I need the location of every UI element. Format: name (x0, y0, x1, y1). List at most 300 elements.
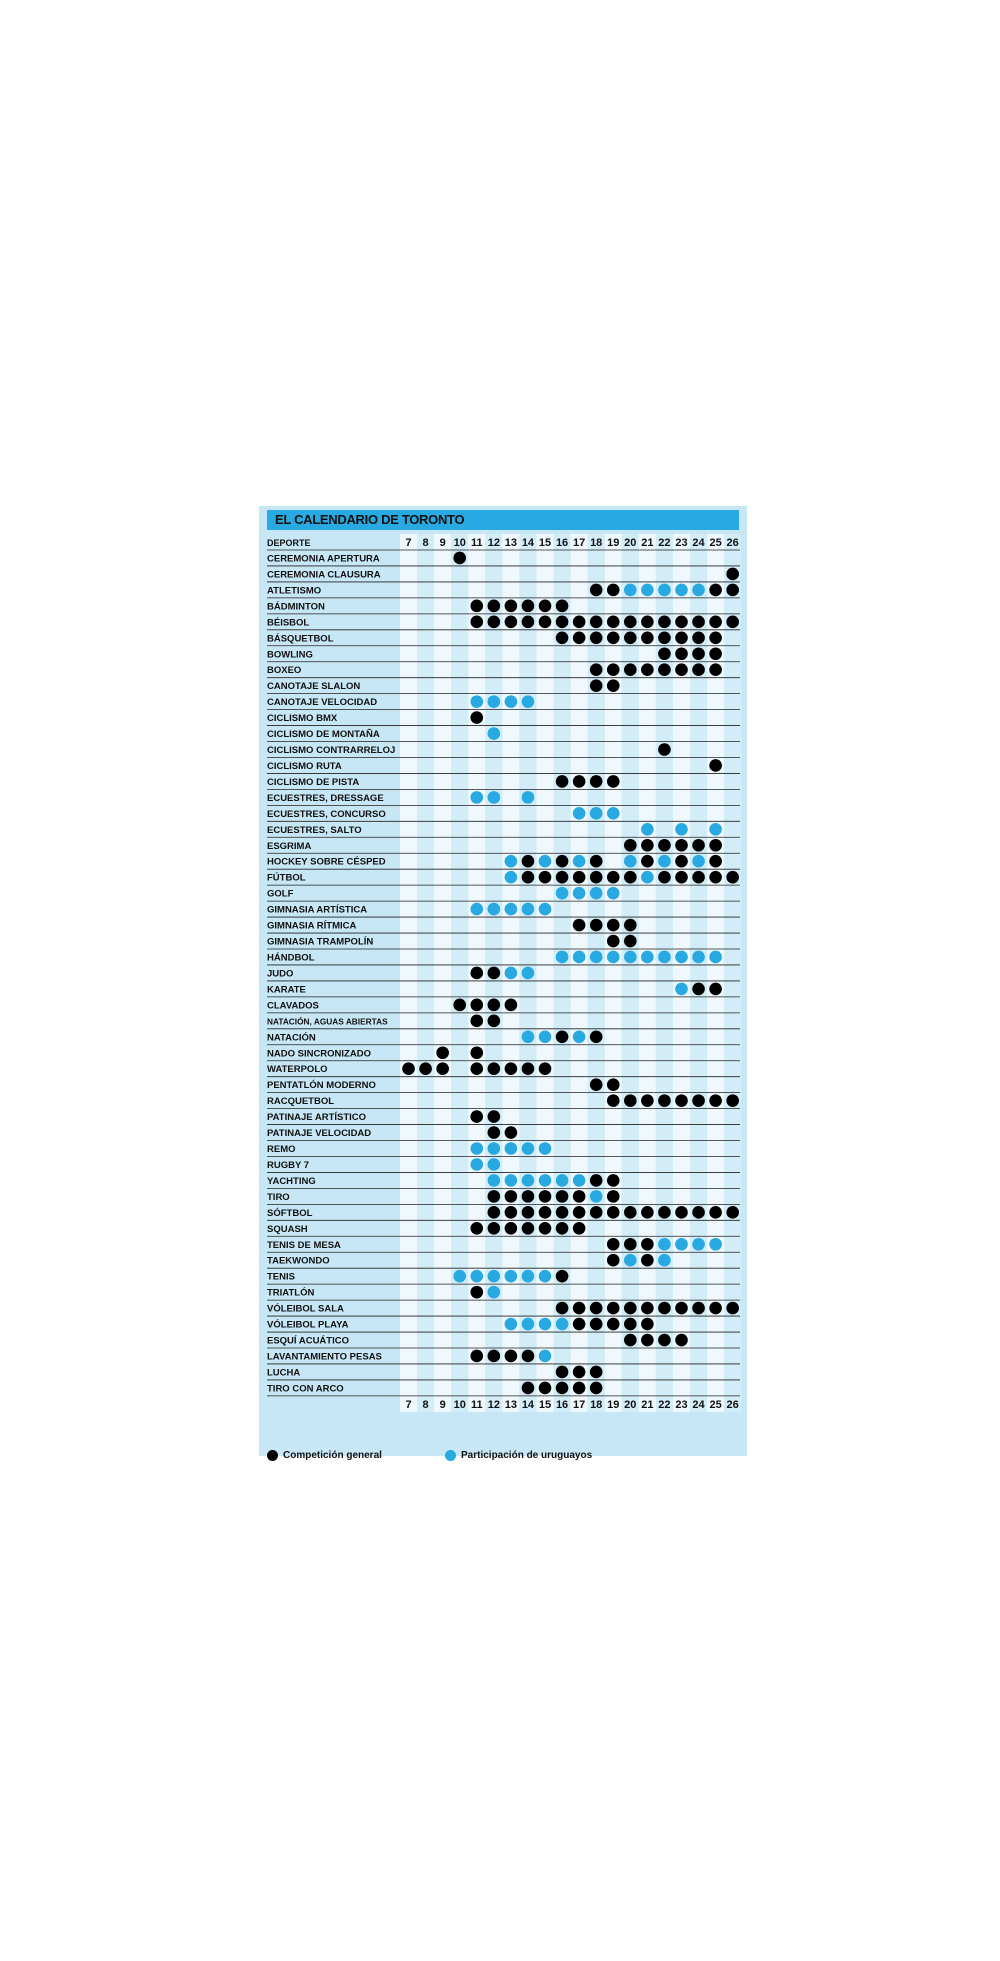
sport-label: RUGBY 7 (267, 1159, 310, 1171)
uruguay-dot (539, 1270, 552, 1283)
legend-general-label: Competición general (283, 1449, 382, 1461)
general-dot (675, 839, 688, 852)
general-dot (505, 616, 518, 629)
general-dot (505, 1350, 518, 1363)
uruguay-dot (658, 855, 671, 868)
general-dot (624, 1094, 637, 1107)
general-dot (573, 1302, 586, 1315)
general-dot (590, 584, 603, 597)
general-dot (539, 1062, 552, 1075)
general-dot (573, 1222, 586, 1235)
uruguay-dot (470, 1142, 483, 1155)
uruguay-dot (539, 855, 552, 868)
general-dot (590, 855, 603, 868)
general-dot (453, 999, 466, 1012)
day-header-18: 18 (590, 537, 603, 549)
uruguay-dot (590, 1190, 603, 1203)
general-dot (658, 1302, 671, 1315)
uruguay-dot (641, 871, 654, 884)
uruguay-dot (573, 1174, 586, 1187)
uruguay-dot (556, 1174, 569, 1187)
general-dot (522, 1350, 535, 1363)
general-dot (590, 679, 603, 692)
general-dot (709, 839, 722, 852)
general-dot (573, 1190, 586, 1203)
general-dot (607, 775, 620, 788)
sport-label: GIMNASIA ARTÍSTICA (267, 904, 368, 916)
general-dot (709, 647, 722, 660)
uruguay-dot (709, 823, 722, 836)
sport-label: ATLETISMO (267, 585, 322, 597)
general-dot (692, 1206, 705, 1219)
general-dot (658, 743, 671, 756)
sport-label: CANOTAJE VELOCIDAD (267, 697, 378, 709)
day-footer-24: 24 (692, 1398, 705, 1411)
uruguay-dot (539, 1142, 552, 1155)
uruguay-dot (658, 1254, 671, 1267)
uruguay-dot (573, 951, 586, 964)
sport-label: CICLISMO DE MONTAÑA (267, 729, 380, 741)
general-dot (624, 1318, 637, 1331)
uruguay-dot (522, 1174, 535, 1187)
general-dot (539, 1206, 552, 1219)
general-dot (607, 1238, 620, 1251)
sport-label: PATINAJE ARTÍSTICO (267, 1112, 367, 1124)
day-footer-7: 7 (405, 1398, 412, 1411)
general-dot (607, 935, 620, 948)
general-dot (556, 1190, 569, 1203)
day-header-20: 20 (624, 537, 637, 549)
general-dot (658, 647, 671, 660)
general-dot (505, 1062, 518, 1075)
general-dot (641, 839, 654, 852)
general-dot (522, 871, 535, 884)
general-dot (624, 616, 637, 629)
day-footer-9: 9 (439, 1398, 446, 1411)
uruguay-dot (624, 584, 637, 597)
day-column-17 (571, 534, 588, 1412)
general-dot (607, 919, 620, 932)
general-dot (658, 663, 671, 676)
sport-label: GIMNASIA TRAMPOLÍN (267, 936, 374, 948)
uruguay-dot (470, 1270, 483, 1283)
uruguay-dot (692, 951, 705, 964)
header-deporte: DEPORTE (267, 538, 311, 548)
sport-label: CEREMONIA CLAUSURA (267, 569, 381, 581)
general-dot (658, 1206, 671, 1219)
general-dot (607, 1190, 620, 1203)
general-dot (709, 983, 722, 996)
uruguay-dot (505, 1270, 518, 1283)
uruguay-dot (675, 584, 688, 597)
general-dot (556, 1302, 569, 1315)
general-dot (573, 616, 586, 629)
day-header-13: 13 (504, 537, 518, 549)
sport-label: REMO (267, 1144, 296, 1156)
general-dot (641, 1318, 654, 1331)
general-dot (573, 631, 586, 644)
general-dot (692, 871, 705, 884)
sport-label: KARATE (267, 984, 306, 996)
uruguay-dot (590, 887, 603, 900)
sport-label: ESGRIMA (267, 840, 312, 852)
general-dot (556, 616, 569, 629)
day-footer-8: 8 (422, 1398, 429, 1411)
uruguay-dot (641, 823, 654, 836)
uruguay-dot (470, 791, 483, 804)
day-header-16: 16 (555, 537, 569, 549)
general-dot (488, 1126, 501, 1139)
day-header-9: 9 (439, 537, 446, 549)
uruguay-dot (607, 951, 620, 964)
uruguay-dot (641, 584, 654, 597)
general-dot (641, 616, 654, 629)
sport-label: CICLISMO BMX (267, 713, 338, 725)
general-dot (556, 1206, 569, 1219)
uruguay-dot (624, 1254, 637, 1267)
general-dot (470, 1015, 483, 1028)
uruguay-dot (488, 903, 501, 916)
general-dot (470, 711, 483, 724)
day-footer-16: 16 (555, 1398, 569, 1411)
uruguay-dot (522, 1270, 535, 1283)
uruguay-dot (522, 967, 535, 980)
general-dot (658, 1094, 671, 1107)
day-header-24: 24 (692, 537, 705, 549)
general-dot (624, 1238, 637, 1251)
sport-label: FÚTBOL (267, 872, 306, 884)
uruguay-dot (522, 1030, 535, 1043)
uruguay-dot (692, 855, 705, 868)
general-dot (505, 1190, 518, 1203)
uruguay-dot (522, 1142, 535, 1155)
general-dot (692, 839, 705, 852)
general-dot (658, 631, 671, 644)
general-dot (692, 983, 705, 996)
sport-label: BÉISBOL (267, 617, 310, 629)
general-dot (590, 919, 603, 932)
general-dot (470, 1286, 483, 1299)
uruguay-dot (539, 1318, 552, 1331)
calendar-panel (259, 506, 747, 1461)
day-header-25: 25 (709, 537, 722, 549)
day-column-26 (724, 534, 741, 1412)
sport-label: VÓLEIBOL SALA (267, 1303, 344, 1315)
general-dot (539, 1190, 552, 1203)
schedule-grid (259, 506, 747, 1456)
uruguay-dot (624, 951, 637, 964)
general-dot (590, 631, 603, 644)
day-header-15: 15 (538, 537, 552, 549)
general-dot (590, 1174, 603, 1187)
sport-label: WATERPOLO (267, 1064, 328, 1076)
uruguay-dot (488, 1158, 501, 1171)
sport-label: LUCHA (267, 1367, 301, 1379)
general-dot (641, 1238, 654, 1251)
uruguay-dot (505, 903, 518, 916)
general-dot (488, 1062, 501, 1075)
general-dot (556, 775, 569, 788)
sport-label: NADO SINCRONIZADO (267, 1048, 371, 1060)
uruguay-dot (607, 807, 620, 820)
general-dot (726, 1206, 739, 1219)
general-dot (675, 871, 688, 884)
general-dot (505, 999, 518, 1012)
general-dot (624, 1206, 637, 1219)
uruguay-dot (556, 951, 569, 964)
uruguay-dot (453, 1270, 466, 1283)
uruguay-dot (539, 1174, 552, 1187)
uruguay-dot (692, 584, 705, 597)
general-dot (709, 631, 722, 644)
uruguay-dot (692, 1238, 705, 1251)
uruguay-dot (488, 1270, 501, 1283)
general-dot (692, 647, 705, 660)
uruguay-dot (522, 695, 535, 708)
sport-label: TENIS (267, 1271, 295, 1283)
uruguay-dot (505, 855, 518, 868)
sport-label: CEREMONIA APERTURA (267, 553, 380, 565)
day-header-10: 10 (453, 537, 466, 549)
day-header-14: 14 (521, 537, 535, 549)
sport-label: NATACIÓN (267, 1032, 316, 1044)
uruguay-dot (488, 1174, 501, 1187)
sport-label: CICLISMO DE PISTA (267, 776, 360, 788)
sport-label: TIRO (267, 1191, 290, 1203)
general-dot (590, 1302, 603, 1315)
general-dot (675, 631, 688, 644)
general-dot (607, 1174, 620, 1187)
day-header-26: 26 (726, 537, 739, 549)
general-dot (692, 663, 705, 676)
general-dot (675, 855, 688, 868)
uruguay-dot (505, 695, 518, 708)
general-dot (505, 600, 518, 613)
sport-label: LAVANTAMIENTO PESAS (267, 1351, 382, 1363)
general-dot (726, 871, 739, 884)
sport-label: GIMNASIA RÍTMICA (267, 920, 357, 932)
general-dot (522, 600, 535, 613)
legend-uruguay-label: Participación de uruguayos (461, 1449, 593, 1461)
uruguay-dot (675, 823, 688, 836)
general-dot (726, 616, 739, 629)
general-dot (709, 855, 722, 868)
general-dot (505, 1222, 518, 1235)
uruguay-dot (488, 727, 501, 740)
general-dot (590, 775, 603, 788)
general-dot (556, 1222, 569, 1235)
day-footer-22: 22 (658, 1398, 671, 1411)
general-dot (624, 919, 637, 932)
general-dot (590, 1078, 603, 1091)
general-dot (624, 935, 637, 948)
day-column-9 (434, 534, 451, 1412)
sport-label: TIRO CON ARCO (267, 1383, 344, 1395)
uruguay-dot (488, 695, 501, 708)
general-dot (522, 1382, 535, 1395)
uruguay-dot (522, 791, 535, 804)
day-header-12: 12 (487, 537, 500, 549)
general-dot (590, 871, 603, 884)
general-dot (709, 584, 722, 597)
uruguay-dot (505, 1142, 518, 1155)
general-dot (470, 616, 483, 629)
day-header-22: 22 (658, 537, 671, 549)
sport-label: BOWLING (267, 649, 313, 661)
uruguay-dot (573, 807, 586, 820)
sport-label: CICLISMO CONTRARRELOJ (267, 745, 396, 757)
uruguay-dot (556, 887, 569, 900)
uruguay-dot (470, 903, 483, 916)
general-dot (488, 967, 501, 980)
uruguay-dot (488, 791, 501, 804)
general-dot (675, 663, 688, 676)
sport-label: BOXEO (267, 665, 302, 677)
general-dot (692, 1094, 705, 1107)
sport-label: PENTATLÓN MODERNO (267, 1080, 376, 1092)
sport-label: TAEKWONDO (267, 1255, 330, 1267)
uruguay-dot (624, 855, 637, 868)
general-dot (607, 1078, 620, 1091)
day-footer-20: 20 (624, 1398, 637, 1411)
general-dot (539, 616, 552, 629)
day-header-11: 11 (470, 537, 483, 549)
general-dot (556, 631, 569, 644)
general-dot (658, 839, 671, 852)
sport-label: TRIATLÓN (267, 1287, 315, 1299)
general-dot (573, 775, 586, 788)
general-dot (573, 1382, 586, 1395)
general-dot (624, 663, 637, 676)
general-dot (573, 1366, 586, 1379)
uruguay-dot (522, 903, 535, 916)
general-dot (522, 855, 535, 868)
general-dot (675, 1206, 688, 1219)
general-dot (522, 1222, 535, 1235)
day-footer-23: 23 (675, 1398, 688, 1411)
day-footer-18: 18 (590, 1398, 603, 1411)
uruguay-dot (539, 903, 552, 916)
uruguay-dot (590, 807, 603, 820)
general-dot (726, 1094, 739, 1107)
general-dot (573, 919, 586, 932)
uruguay-dot (573, 855, 586, 868)
day-footer-10: 10 (453, 1398, 466, 1411)
general-dot (692, 616, 705, 629)
legend-general-dot (267, 1450, 278, 1461)
sport-label: ECUESTRES, DRESSAGE (267, 792, 384, 804)
legend-uruguay-dot (445, 1450, 456, 1461)
general-dot (641, 1094, 654, 1107)
general-dot (573, 1206, 586, 1219)
general-dot (726, 584, 739, 597)
day-footer-12: 12 (487, 1398, 500, 1411)
day-footer-26: 26 (726, 1398, 739, 1411)
sport-label: CLAVADOS (267, 1000, 319, 1012)
general-dot (607, 584, 620, 597)
uruguay-dot (505, 871, 518, 884)
general-dot (522, 616, 535, 629)
general-dot (470, 1350, 483, 1363)
uruguay-dot (556, 1318, 569, 1331)
sport-label: ECUESTRES, CONCURSO (267, 808, 386, 820)
general-dot (522, 1062, 535, 1075)
day-footer-13: 13 (504, 1398, 518, 1411)
general-dot (556, 871, 569, 884)
general-dot (505, 1206, 518, 1219)
sport-label: HOCKEY SOBRE CÉSPED (267, 856, 386, 868)
sport-label: TENIS DE MESA (267, 1239, 341, 1251)
general-dot (607, 1318, 620, 1331)
general-dot (709, 663, 722, 676)
sport-label: BÁSQUETBOL (267, 633, 334, 645)
general-dot (488, 1350, 501, 1363)
uruguay-dot (709, 951, 722, 964)
uruguay-dot (590, 951, 603, 964)
general-dot (607, 1302, 620, 1315)
general-dot (709, 1094, 722, 1107)
general-dot (590, 616, 603, 629)
general-dot (675, 1334, 688, 1347)
uruguay-dot (573, 1030, 586, 1043)
uruguay-dot (470, 695, 483, 708)
general-dot (539, 871, 552, 884)
sport-label: RACQUETBOL (267, 1096, 335, 1108)
sport-label: PATINAJE VELOCIDAD (267, 1128, 372, 1140)
uruguay-dot (522, 1318, 535, 1331)
general-dot (556, 1382, 569, 1395)
general-dot (692, 1302, 705, 1315)
general-dot (607, 1206, 620, 1219)
general-dot (641, 1334, 654, 1347)
general-dot (607, 616, 620, 629)
uruguay-dot (675, 951, 688, 964)
day-column-7 (400, 534, 417, 1412)
general-dot (488, 1015, 501, 1028)
day-header-8: 8 (422, 537, 429, 549)
general-dot (539, 1222, 552, 1235)
uruguay-dot (658, 951, 671, 964)
day-header-19: 19 (607, 537, 620, 549)
general-dot (658, 1334, 671, 1347)
day-footer-14: 14 (521, 1398, 535, 1411)
uruguay-dot (539, 1030, 552, 1043)
day-footer-21: 21 (641, 1398, 654, 1411)
general-dot (607, 631, 620, 644)
general-dot (641, 1206, 654, 1219)
day-header-17: 17 (573, 537, 586, 549)
general-dot (505, 1126, 518, 1139)
sport-label: VÓLEIBOL PLAYA (267, 1319, 349, 1331)
sport-label: CICLISMO RUTA (267, 760, 342, 772)
sport-label: ESQUÍ ACUÁTICO (267, 1335, 349, 1347)
day-header-23: 23 (675, 537, 688, 549)
uruguay-dot (658, 584, 671, 597)
general-dot (522, 1190, 535, 1203)
general-dot (556, 1030, 569, 1043)
general-dot (590, 1318, 603, 1331)
sport-label: GOLF (267, 888, 294, 900)
uruguay-dot (488, 1142, 501, 1155)
general-dot (488, 1110, 501, 1123)
general-dot (675, 1094, 688, 1107)
general-dot (692, 631, 705, 644)
uruguay-dot (675, 1238, 688, 1251)
general-dot (590, 1366, 603, 1379)
general-dot (453, 552, 466, 565)
uruguay-dot (658, 1238, 671, 1251)
general-dot (675, 647, 688, 660)
